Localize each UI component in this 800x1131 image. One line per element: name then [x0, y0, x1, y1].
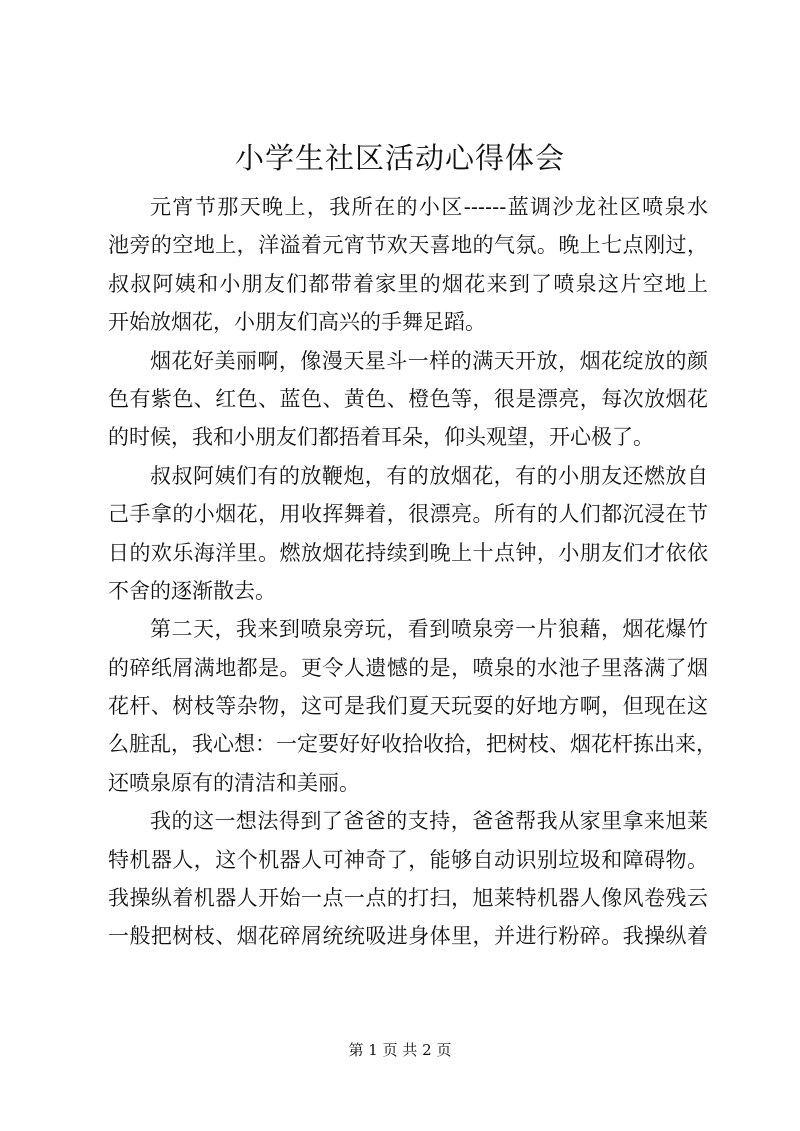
- paragraph-5-line-2: 特机器人，这个机器人可神奇了，能够自动识别垃圾和障碍物。: [108, 847, 708, 872]
- paragraph-1-line-2: 池旁的空地上，洋溢着元宵节欢天喜地的气氛。晚上七点刚过，: [108, 233, 708, 258]
- paragraph-3-line-3: 日的欢乐海洋里。燃放烟花持续到晚上十点钟，小朋友们才依依: [108, 540, 708, 565]
- paragraph-1-line-4: 开始放烟花，小朋友们高兴的手舞足蹈。: [108, 310, 486, 335]
- page-number-footer: 第 1 页 共 2 页: [348, 1041, 452, 1059]
- paragraph-2-line-2: 色有紫色、红色、蓝色、黄色、橙色等，很是漂亮，每次放烟花: [108, 386, 708, 411]
- paragraph-5-line-4: 一般把树枝、烟花碎屑统统吸进身体里，并进行粉碎。我操纵着: [108, 924, 708, 949]
- paragraph-4-line-2: 的碎纸屑满地都是。更令人遗憾的是，喷泉的水池子里落满了烟: [108, 655, 708, 680]
- document-body: [108, 188, 717, 956]
- paragraph-4-line-1: 第二天，我来到喷泉旁玩，看到喷泉旁一片狼藉，烟花爆竹: [150, 617, 708, 642]
- paragraph-1-line-3: 叔叔阿姨和小朋友们都带着家里的烟花来到了喷泉这片空地上: [108, 271, 708, 296]
- page-title: 小学生社区活动心得体会: [234, 141, 565, 175]
- paragraph-4-line-5: 还喷泉原有的清洁和美丽。: [108, 770, 360, 795]
- paragraph-5-line-3: 我操纵着机器人开始一点一点的打扫，旭莱特机器人像风卷残云: [108, 886, 708, 911]
- paragraph-5-line-1: 我的这一想法得到了爸爸的支持，爸爸帮我从家里拿来旭莱: [150, 809, 708, 834]
- paragraph-2-line-3: 的时候，我和小朋友们都捂着耳朵，仰头观望，开心极了。: [108, 425, 654, 450]
- paragraph-3-line-1: 叔叔阿姨们有的放鞭炮，有的放烟花，有的小朋友还燃放自: [150, 463, 708, 488]
- paragraph-3-line-2: 己手拿的小烟花，用收挥舞着，很漂亮。所有的人们都沉浸在节: [108, 502, 708, 527]
- paragraph-3-line-4: 不舍的逐渐散去。: [108, 578, 276, 603]
- paragraph-4-line-4: 么脏乱，我心想：一定要好好收拾收拾，把树枝、烟花杆拣出来，: [108, 732, 717, 757]
- paragraph-4-line-3: 花杆、树枝等杂物，这可是我们夏天玩耍的好地方啊，但现在这: [108, 694, 708, 719]
- paragraph-1-line-1: 元宵节那天晚上，我所在的小区------蓝调沙龙社区喷泉水: [150, 195, 708, 219]
- paragraph-2-line-1: 烟花好美丽啊，像漫天星斗一样的满天开放，烟花绽放的颜: [150, 348, 708, 373]
